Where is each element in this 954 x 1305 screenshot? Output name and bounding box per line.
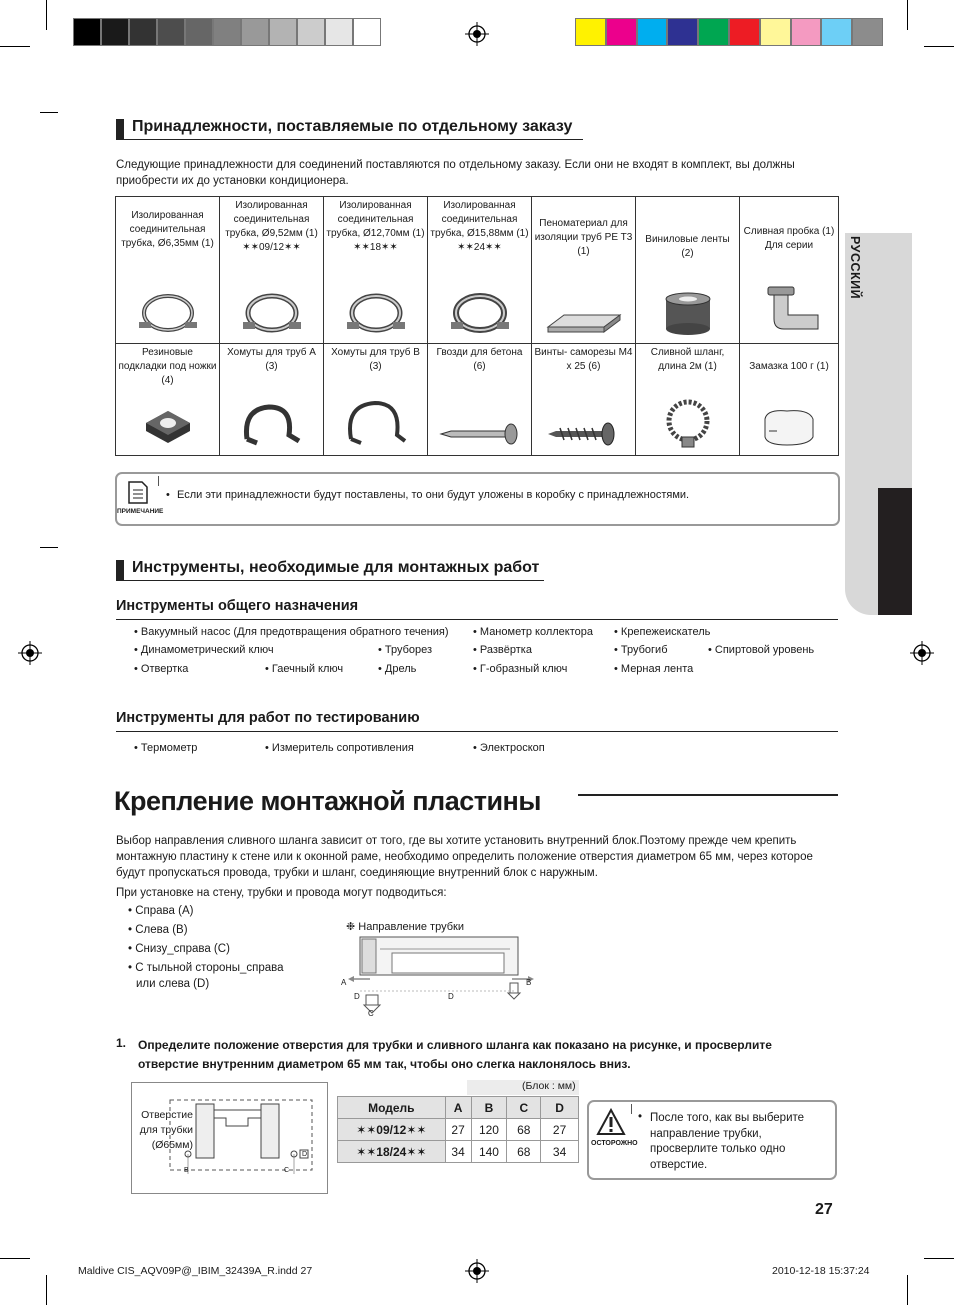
table-header: B [471, 1097, 507, 1119]
accessory-cell [220, 197, 324, 344]
color-swatch [637, 18, 668, 46]
accessory-cell [324, 197, 428, 344]
accessory-cell [324, 344, 428, 456]
accessory-cell [220, 344, 324, 456]
accessories-section-header [116, 117, 586, 139]
registration-mark-icon [465, 22, 489, 46]
note-text: Если эти принадлежности будут поставлены, то они будут уложены в коробку с принадлежностями. [177, 489, 690, 501]
accessory-cell [636, 197, 740, 344]
general-tools-title: Инструменты общего назначения [116, 598, 359, 614]
tool-item: • Трубогиб [614, 644, 668, 656]
accessory-label: Хомуты для труб A (3) [227, 347, 316, 372]
table-cell: 68 [507, 1119, 541, 1141]
color-swatch [325, 18, 353, 46]
section-marker [116, 119, 124, 139]
mounting-title-rule [578, 794, 838, 796]
mounting-title: Крепление монтажной пластины [114, 786, 541, 816]
putty-icon [757, 405, 821, 449]
accessory-label: Изолированная соединительная трубка, Ø9,52мм (1) ✶✶09/12✶✶ [225, 200, 318, 253]
accessories-table [115, 196, 839, 456]
tool-item: • Электроскоп [473, 742, 545, 754]
tool-item: • Динамометрический ключ [134, 644, 274, 656]
tool-item: • Вакуумный насос (Для предотвращения обратного течения) [134, 626, 449, 638]
color-swatch [852, 18, 883, 46]
screw-icon [544, 419, 624, 449]
accessory-cell [428, 197, 532, 344]
accessory-label: Изолированная соединительная трубка, Ø15,88мм (1) ✶✶24✶✶ [430, 200, 529, 253]
diagram-label-a: A [341, 978, 347, 987]
caution-icon-label: ОСТОРОЖНО [591, 1140, 638, 1147]
table-row [338, 1119, 579, 1141]
tools-title: Инструменты, необходимые для монтажных работ [132, 559, 540, 576]
tool-item: • Спиртовой уровень [708, 644, 815, 656]
accessory-label: Сливная пробка (1) Для серии [743, 226, 835, 251]
accessory-label: Резиновые подкладки под ножки (4) [118, 347, 217, 386]
accessory-label: Изолированная соединительная трубка, Ø12,70мм (1) ✶✶18✶✶ [326, 200, 425, 253]
dimensions-table [337, 1096, 579, 1163]
step-number: 1. [116, 1036, 127, 1050]
tool-item: • Развёртка [473, 644, 532, 656]
tape-roll-icon [658, 291, 718, 337]
accessory-label: Сливной шланг, длина 2м (1) [650, 347, 725, 372]
table-cell: ✶✶09/12✶✶ [338, 1119, 446, 1141]
tool-item: • Измеритель сопротивления [265, 742, 414, 754]
caution-divider [631, 1104, 632, 1114]
registration-mark-icon [18, 641, 42, 665]
diagram-label-d: D [448, 992, 454, 1001]
color-swatch [791, 18, 822, 46]
foam-sheet-icon [544, 307, 624, 337]
color-swatch [241, 18, 269, 46]
footer-filename: Maldive CIS_AQV09P@_IBIM_32439A_R.indd 27 [78, 1265, 313, 1277]
accessory-cell [428, 344, 532, 456]
table-cell: 120 [471, 1119, 507, 1141]
clamp-icon [237, 399, 307, 449]
accessory-label: Замазка 100 г (1) [749, 361, 829, 372]
drain-plug-icon [754, 281, 824, 337]
table-cell: ✶✶18/24✶✶ [338, 1141, 446, 1163]
unit-label: (Блок : мм) [522, 1080, 576, 1092]
accessory-cell [116, 197, 220, 344]
accessory-cell [116, 344, 220, 456]
table-cell: 140 [471, 1141, 507, 1163]
tools-section-header [116, 558, 546, 580]
tool-item: • Манометр коллектора [473, 626, 594, 638]
caution-text: После того, как вы выберите направление трубки, просверлите только одно отверстие. [650, 1112, 805, 1171]
pipe-coil-icon [445, 287, 515, 337]
step-text: Определите положение отверстия для трубки и сливного шланга как показано на рисунке, и просверлите отверстие внутренним диаметром 65 мм так, чтобы оно слегка наклонялось вниз. [138, 1038, 772, 1071]
accessory-cell [532, 197, 636, 344]
accessory-label: Пеноматериал для изоляции труб PE T3 (1) [534, 218, 633, 257]
accessory-cell [636, 344, 740, 456]
diagram-label-d: D [354, 992, 360, 1001]
color-swatch [297, 18, 325, 46]
color-swatch [269, 18, 297, 46]
tool-item: • Гаечный ключ [265, 663, 344, 675]
side-tab-dark-band [878, 488, 912, 615]
diagram-caption: ❉ Направление трубки [346, 921, 464, 933]
note-bullet: • [166, 489, 170, 501]
color-swatch [157, 18, 185, 46]
table-header: D [541, 1097, 579, 1119]
accessory-label: Винты- саморезы M4 x 25 (6) [534, 347, 633, 372]
caution-bullet: • [638, 1111, 643, 1123]
test-tools-title: Инструменты для работ по тестированию [116, 710, 420, 726]
table-header: Модель [338, 1097, 446, 1119]
accessory-cell [740, 197, 839, 344]
drain-hose-icon [658, 397, 718, 449]
wall-intro: При установке на стену, трубки и провода могут подводиться: [116, 887, 447, 899]
accessories-title: Принадлежности, поставляемые по отдельному заказу [132, 118, 573, 135]
hole-label: Отверстие для трубки (Ø65мм) [139, 1109, 193, 1151]
table-cell: 27 [445, 1119, 471, 1141]
section-marker [116, 560, 124, 580]
footer-datetime: 2010-12-18 15:37:24 [772, 1265, 870, 1277]
tool-item: • Отвертка [134, 663, 189, 675]
table-header: A [445, 1097, 471, 1119]
tool-item: • Мерная лента [614, 663, 694, 675]
test-tools-rule [116, 731, 838, 732]
hole-diagram-label-c: C [284, 1167, 290, 1174]
pipe-direction-diagram [340, 935, 540, 1020]
color-swatch [185, 18, 213, 46]
page-number: 27 [815, 1201, 833, 1218]
section-underline [116, 580, 544, 581]
hole-diagram-label-d: D [302, 1151, 308, 1158]
color-swatch [667, 18, 698, 46]
color-swatch [575, 18, 606, 46]
pipe-coil-icon [133, 287, 203, 337]
color-swatch [353, 18, 381, 46]
table-cell: 34 [541, 1141, 579, 1163]
color-swatch [101, 18, 129, 46]
tool-item: • Дрель [378, 663, 417, 675]
table-cell: 68 [507, 1141, 541, 1163]
direction-item: • Справа (A) [128, 905, 194, 917]
color-swatch [213, 18, 241, 46]
clamp-icon [341, 397, 411, 449]
table-row [338, 1141, 579, 1163]
table-cell: 27 [541, 1119, 579, 1141]
note-icon [127, 480, 149, 505]
direction-item: • Снизу_справа (C) [128, 943, 230, 955]
pipe-coil-icon [237, 287, 307, 337]
diagram-label-c: C [368, 1009, 374, 1018]
section-underline [116, 139, 583, 140]
accessory-label: Хомуты для труб B (3) [331, 347, 420, 372]
side-tab-label: РУССКИЙ [848, 236, 862, 300]
note-icon-label: ПРИМЕЧАНИЕ [117, 508, 164, 515]
accessory-label: Гвозди для бетона (6) [436, 347, 523, 372]
mounting-plate-diagram [166, 1096, 316, 1176]
tool-item: • Крепежеискатель [614, 626, 711, 638]
direction-item: • С тыльной стороны_справа [128, 962, 284, 974]
rubber-pad-icon [138, 401, 198, 449]
color-swatch [606, 18, 637, 46]
color-swatch [760, 18, 791, 46]
table-cell: 34 [445, 1141, 471, 1163]
tool-item: • Г-образный ключ [473, 663, 568, 675]
warning-triangle-icon [596, 1108, 626, 1136]
general-tools-rule [116, 619, 838, 620]
pipe-coil-icon [341, 287, 411, 337]
registration-mark-icon [910, 641, 934, 665]
tool-item: • Труборез [378, 644, 433, 656]
color-swatch [129, 18, 157, 46]
color-swatch [698, 18, 729, 46]
direction-item: • Слева (B) [128, 924, 188, 936]
accessory-label: Виниловые ленты (2) [645, 234, 730, 259]
accessory-cell [740, 344, 839, 456]
direction-item: или слева (D) [136, 978, 210, 990]
note-divider [158, 476, 159, 486]
color-swatch [729, 18, 760, 46]
nail-icon [437, 419, 523, 449]
accessory-label: Изолированная соединительная трубка, Ø6,35мм (1) [121, 210, 214, 249]
diagram-label-b: B [526, 978, 532, 987]
accessory-cell [532, 344, 636, 456]
registration-mark-icon [465, 1259, 489, 1283]
hole-diagram-label-b: B [184, 1167, 189, 1174]
tool-item: • Термометр [134, 742, 198, 754]
color-swatch [821, 18, 852, 46]
accessories-intro: Следующие принадлежности для соединений поставляются по отдельному заказу. Если они не входят в комплект, вы должны приобрести их до установки кондиционера. [116, 159, 795, 187]
table-header: C [507, 1097, 541, 1119]
mounting-intro: Выбор направления сливного шланга зависит от того, где вы хотите установить внутренний блок.Поэтому прежде чем крепить монтажную пластину к стене или к оконной раме, необходимо определить положение отверстия диаметром 65 мм, через которое будут пропускаться провода, трубки и шланг, соединяющие внутренний блок с наружным. [116, 835, 813, 879]
color-swatch [73, 18, 101, 46]
